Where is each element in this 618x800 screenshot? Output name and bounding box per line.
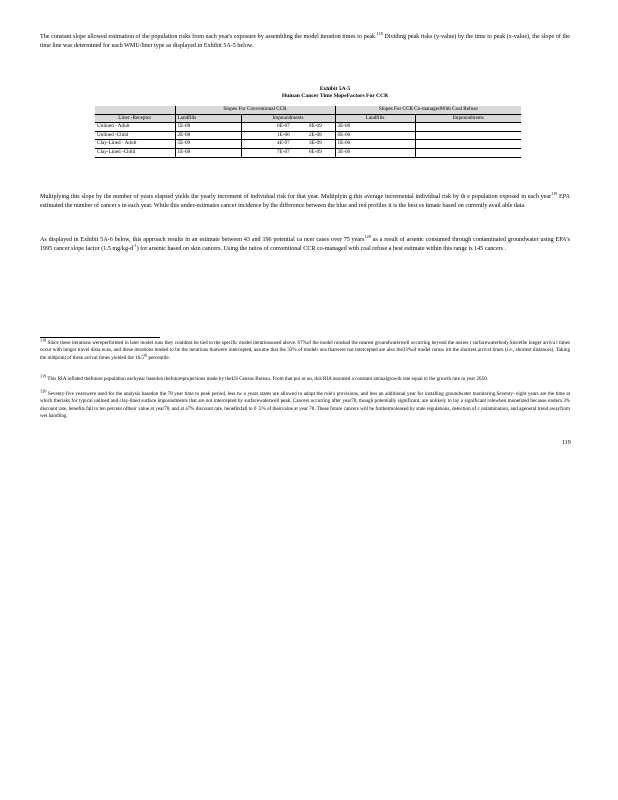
- cell-landfills-comanaged: 3E-06: [335, 148, 415, 157]
- footnote-120: [40, 388, 570, 421]
- footnote-text: Since these iterations wereperformed in later model runs they couldnot be tied to the specific model iterationsused above. 67%of the model runshad the nearest groundwaterwell occurring beyond the neares t surfacewaterbody.Sincethe longer arriva l times occur with longer travel dista nces, and these iterations tended to be the iterations thatwere intercepted, assume that the 33% of modelr uns thatwere not intercepted are also the33%of model runsw ith the shortest arrival times (i.e., shortest distances). Taking the midpoint of these arrival times yielded the 16.5: [40, 340, 570, 361]
- slope-factor-table: [95, 106, 521, 158]
- paragraph-text: As displayed in Exhibit 5A-6 below, this approach results in an estimate between 43 and 196 potential ca ncer cases over 75 years: [40, 237, 365, 243]
- cell-landfills: 1E-08: [175, 123, 241, 132]
- footnote-text: Seventy-five yearswere used for the analysis basedon the 78 year time to peak period, less tw o years states are allowed to adopt the rule's provisions, and less an additional year for installing groundwater monitoring.Seventy- eight years are the time at which theriaks for typical unlined and clay-lined surface impoundments that are not intercepted by surfacewaterwell peak. Cancers occurring after year78, though potentially significant, are unlikely to lay a significant rolewhen monetized because undera 3% discount rate, benefits fall to ten percent oftheir value at year78, and at a7% discount rate, benefitsfall to 0 .5% of theirvalue at year 78. These future cancers will be furthermoleased by state regulations, detection of c ontamination, and ageneral trend awayfrom wet handling.: [40, 391, 570, 420]
- paragraph-text: Multiplying this slope by the number of years elapsed yields the yearly increment of individual risk for that year. Multiplyin g this average incremental individual risk by th e population exposed in each year: [40, 194, 552, 200]
- unit-exponent: -1: [133, 242, 137, 248]
- table-row: [95, 148, 521, 157]
- paragraph-text: EPA estimated the number of cancer s in each year. While this under-estimates cancer incidence by the difference between the blue and red profiles it is the best es timate based on currently avail able data.: [40, 194, 570, 209]
- footnote-119: [40, 373, 570, 383]
- paragraph-risk-increment: [40, 190, 570, 211]
- cell-impoundments-a: 4E-07: [275, 140, 307, 149]
- footnote-118: [40, 337, 570, 362]
- group-header-conventional: Slopes For Conventional CCR: [175, 106, 335, 114]
- footnote-number: 119: [40, 373, 47, 379]
- paragraph-text: ) for arsenic based on skin cancers. Using the ratios of conventional CCR co-managed with coal refuse a best estimate within this range is 145 cancers .: [136, 246, 507, 252]
- paragraph-text: Dividing peak risks (y-value) by the time to peak (x-value), the slope of the time line was determined for each WMU/liner type as displayed in Exhibit 5A-5 below.: [40, 34, 570, 49]
- column-header-landfills-comanaged: Landfills: [335, 114, 415, 123]
- cell-landfills-comanaged: 6E-06: [335, 131, 415, 140]
- table-title-line2: Human Cancer Time SlopeFactors For CCR: [281, 93, 389, 99]
- footnote-ref-118[interactable]: 118: [376, 30, 383, 36]
- footnote-number: 120: [40, 388, 47, 394]
- table-title: [135, 86, 535, 100]
- column-header-impoundments: Impoundments: [241, 114, 335, 123]
- cell-impoundments-a: 6E-07: [275, 123, 307, 132]
- row-label: Clay-Lined - Adult: [95, 140, 175, 149]
- column-header-liner: Liner -Receptor: [95, 114, 175, 123]
- footnote-number: 118: [40, 337, 47, 343]
- row-label: Unlined -Child: [95, 131, 175, 140]
- table-group-header-row: [95, 106, 521, 114]
- cell-impoundments-b: 3E-09: [307, 140, 335, 149]
- cell-landfills: 5E-09: [175, 140, 241, 149]
- footnote-ref-120[interactable]: 120: [364, 233, 371, 239]
- table-column-header-row: [95, 114, 521, 123]
- cell-impoundments-b: 8E-09: [307, 123, 335, 132]
- page-number: 119: [562, 440, 571, 446]
- cell-impoundments-b: 2E-08: [307, 131, 335, 140]
- paragraph-text: as a result of arsenic consumed through contaminated groundwater using EPA's 1995 cancer slope factor (1.5 mg/kg-d: [40, 237, 570, 252]
- footnote-text: percentile.: [148, 354, 170, 361]
- cell-landfills-comanaged: 1E-06: [335, 140, 415, 149]
- cell-landfills-comanaged: 3E-06: [335, 123, 415, 132]
- cell-impoundments-a: 7E-07: [275, 148, 307, 157]
- table-row: [95, 131, 521, 140]
- footnote-ref-119[interactable]: 119: [551, 190, 558, 196]
- paragraph-slope-intro: [40, 30, 570, 51]
- footnote-text: This RIA inflated thefuture population eachyear basedon thefutureprojections made by theUS Census Bureau. From that poi nt on, this RIA assumed a constant annualgrowth rate equal to the growth rate in year 2050.: [47, 376, 488, 382]
- group-header-comanaged: Slopes For CCR Co-managedWith Coal Refuse: [335, 106, 521, 114]
- cell-landfills: 2E-08: [175, 131, 241, 140]
- paragraph-text: The constant slope allowed estimation of the population risks from each year's exposure by assembling the model iteration times to peak.: [40, 34, 377, 40]
- table-row: [95, 123, 521, 132]
- row-label: Unlined - Adult: [95, 123, 175, 132]
- column-header-impoundments-comanaged: Impoundments: [415, 114, 521, 123]
- table-title-line1: Exhibit 5A-5: [319, 86, 351, 92]
- ordinal-suffix: th: [143, 352, 148, 358]
- paragraph-cancer-estimate: [40, 233, 570, 254]
- footnote-divider: [40, 337, 160, 338]
- table-row: [95, 140, 521, 149]
- column-header-landfills: Landfills: [175, 114, 241, 123]
- row-label: Clay-Lined -Child: [95, 148, 175, 157]
- cell-impoundments-b: 6E-09: [307, 148, 335, 157]
- cell-impoundments-a: 1E-06: [275, 131, 307, 140]
- cell-landfills: 1E-08: [175, 148, 241, 157]
